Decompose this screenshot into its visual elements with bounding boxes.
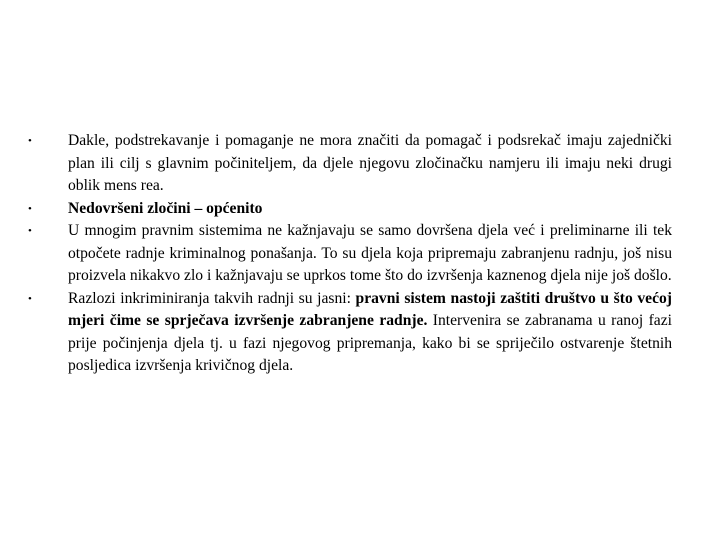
bullet-text: Dakle, podstrekavanje i pomaganje ne mora značiti da pomagač i podsrekač imaju zajednički plan ili cilj s glavnim počiniteljem, da djele njegovu zločinačku namjeru ili imaju neki drugi oblik mens rea.	[68, 132, 672, 194]
bullet-item-3	[28, 220, 672, 288]
bullet-item-2	[28, 198, 672, 221]
bullet-item-4	[28, 288, 672, 378]
bullet-emphasis: pravni sistem nastoji zaštiti društvo u što većoj mjeri čime se sprječava izvršenje zabranjene radnje.	[68, 289, 672, 329]
bullet-heading: Nedovršeni zločini – općenito	[68, 199, 263, 217]
bullet-dot-icon: •	[28, 292, 32, 305]
bullet-text: Razlozi inkriminiranja takvih radnji su jasni:	[68, 289, 356, 307]
bullet-text: Intervenira se zabranama u ranoj fazi prije počinjenja djela tj. u fazi njegovog pripremanja, kako bi se spriječilo ostvarenje štetnih posljedica izvršenja krivičnog djela.	[68, 312, 672, 374]
bullet-dot-icon: •	[28, 202, 32, 215]
bullet-text: U mnogim pravnim sistemima ne kažnjavaju se samo dovršena djela već i preliminarne ili tek otpočete radnje kriminalnog ponašanja. To su djela koja pripremaju zabranjenu radnju, još nisu proizvela nikakvo zlo i kažnjavaju se uprkos tome što do izvršenja kaznenog djela nije još došlo.	[68, 222, 672, 284]
bullet-list	[28, 130, 672, 378]
bullet-dot-icon: •	[28, 225, 32, 237]
bullet-item-1	[28, 130, 672, 198]
bullet-dot-icon: •	[28, 135, 32, 147]
